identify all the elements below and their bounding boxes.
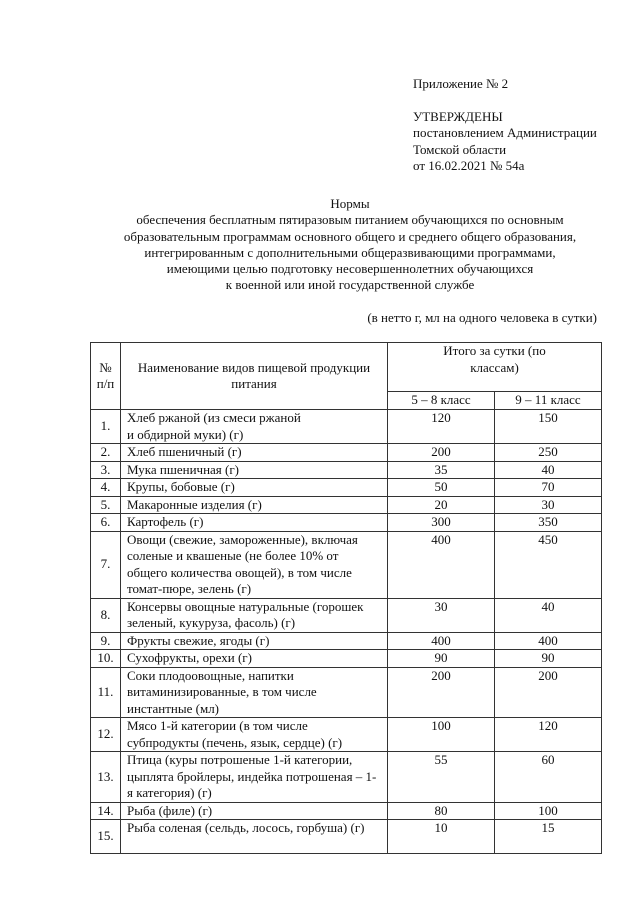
approved-label: УТВЕРЖДЕНЫ xyxy=(413,108,503,124)
table-row xyxy=(91,514,602,532)
table-row xyxy=(91,667,602,718)
table-row xyxy=(91,531,602,598)
row-number: 12. xyxy=(91,718,121,752)
row-number: 4. xyxy=(91,479,121,497)
row-value-5-8: 120 xyxy=(388,410,495,444)
row-name: Картофель (г) xyxy=(121,514,388,532)
row-value-5-8: 300 xyxy=(388,514,495,532)
row-name: Мука пшеничная (г) xyxy=(121,461,388,479)
row-name: Хлеб пшеничный (г) xyxy=(121,444,388,462)
row-value-9-11: 400 xyxy=(495,632,602,650)
table-row xyxy=(91,410,602,444)
row-value-5-8: 20 xyxy=(388,496,495,514)
table-row xyxy=(91,479,602,497)
table-row xyxy=(91,598,602,632)
units-note: (в нетто г, мл на одного человека в сутки) xyxy=(367,310,597,325)
title-line: интегрированным с дополнительными общеразвивающими программами, xyxy=(144,244,556,260)
table-row xyxy=(91,650,602,668)
table-row xyxy=(91,820,602,854)
row-value-5-8: 50 xyxy=(388,479,495,497)
row-number: 15. xyxy=(91,820,121,854)
row-number: 6. xyxy=(91,514,121,532)
row-value-9-11: 15 xyxy=(495,820,602,854)
row-name: Крупы, бобовые (г) xyxy=(121,479,388,497)
title-line: имеющими целью подготовку несовершеннолетних обучающихся xyxy=(166,261,534,277)
row-value-9-11: 70 xyxy=(495,479,602,497)
title-heading: Нормы xyxy=(330,196,370,211)
row-name: Птица (куры потрошеные 1-й категории, цыплята бройлеры, индейка потрошеная – 1-я категория) (г) xyxy=(121,752,388,803)
row-value-9-11: 90 xyxy=(495,650,602,668)
norms-table xyxy=(90,342,602,854)
row-value-9-11: 100 xyxy=(495,802,602,820)
row-value-9-11: 40 xyxy=(495,598,602,632)
header-number xyxy=(91,343,121,410)
table-row xyxy=(91,718,602,752)
header-name: Наименование видов пищевой продукции питания xyxy=(121,343,388,410)
row-value-9-11: 40 xyxy=(495,461,602,479)
approval-line: постановлением Администрации xyxy=(413,125,597,140)
header-grade-5-8: 5 – 8 класс xyxy=(388,392,495,410)
row-name: Фрукты свежие, ягоды (г) xyxy=(121,632,388,650)
row-name: Сухофрукты, орехи (г) xyxy=(121,650,388,668)
row-value-9-11: 450 xyxy=(495,531,602,598)
row-value-5-8: 10 xyxy=(388,820,495,854)
row-number: 3. xyxy=(91,461,121,479)
row-value-5-8: 400 xyxy=(388,531,495,598)
approval-date: от 16.02.2021 № 54а xyxy=(413,158,525,173)
row-name: Консервы овощные натуральные (горошек зеленый, кукуруза, фасоль) (г) xyxy=(121,598,388,632)
header-grade-9-11: 9 – 11 класс xyxy=(495,392,602,410)
approval-line: Томской области xyxy=(413,141,507,157)
row-number: 14. xyxy=(91,802,121,820)
header-number-label: № п/п xyxy=(96,359,115,391)
row-number: 10. xyxy=(91,650,121,668)
row-value-5-8: 90 xyxy=(388,650,495,668)
row-value-5-8: 200 xyxy=(388,667,495,718)
row-value-5-8: 100 xyxy=(388,718,495,752)
table-row xyxy=(91,632,602,650)
table-row xyxy=(91,444,602,462)
row-name: Мясо 1-й категории (в том числе субпродукты (печень, язык, сердце) (г) xyxy=(121,718,388,752)
row-number: 1. xyxy=(91,410,121,444)
row-number: 8. xyxy=(91,598,121,632)
row-number: 5. xyxy=(91,496,121,514)
row-name: Соки плодоовощные, напитки витаминизированные, в том числе инстантные (мл) xyxy=(121,667,388,718)
row-value-9-11: 350 xyxy=(495,514,602,532)
row-value-9-11: 150 xyxy=(495,410,602,444)
header-total xyxy=(388,343,602,392)
table-row xyxy=(91,802,602,820)
row-number: 9. xyxy=(91,632,121,650)
row-name: Макаронные изделия (г) xyxy=(121,496,388,514)
row-value-5-8: 80 xyxy=(388,802,495,820)
approval-block xyxy=(413,76,597,175)
row-name: Рыба соленая (сельдь, лосось, горбуша) (г) xyxy=(121,820,388,854)
table-row xyxy=(91,461,602,479)
row-number: 2. xyxy=(91,444,121,462)
row-value-5-8: 55 xyxy=(388,752,495,803)
row-value-5-8: 200 xyxy=(388,444,495,462)
row-value-9-11: 120 xyxy=(495,718,602,752)
title-line: к военной или иной государственной службе xyxy=(225,277,475,293)
row-value-5-8: 30 xyxy=(388,598,495,632)
row-name: Овощи (свежие, замороженные), включая соленые и квашеные (не более 10% от общего количества овощей), в том числе томат-пюре, зелень (г) xyxy=(121,531,388,598)
table-row xyxy=(91,496,602,514)
row-value-5-8: 400 xyxy=(388,632,495,650)
row-number: 11. xyxy=(91,667,121,718)
row-value-5-8: 35 xyxy=(388,461,495,479)
row-value-9-11: 250 xyxy=(495,444,602,462)
row-number: 13. xyxy=(91,752,121,803)
header-total-label: Итого за сутки (по классам) xyxy=(443,343,546,375)
row-number: 7. xyxy=(91,531,121,598)
row-value-9-11: 30 xyxy=(495,496,602,514)
appendix-label: Приложение № 2 xyxy=(413,76,509,91)
row-value-9-11: 200 xyxy=(495,667,602,718)
row-name: Хлеб ржаной (из смеси ржаной и обдирной муки) (г) xyxy=(121,410,388,444)
row-value-9-11: 60 xyxy=(495,752,602,803)
row-name: Рыба (филе) (г) xyxy=(121,802,388,820)
document-title xyxy=(60,196,640,294)
title-line: образовательным программам основного общего и среднего общего образования, xyxy=(123,228,577,244)
title-line: обеспечения бесплатным пятиразовым питанием обучающихся по основным xyxy=(136,212,564,228)
table-row xyxy=(91,752,602,803)
